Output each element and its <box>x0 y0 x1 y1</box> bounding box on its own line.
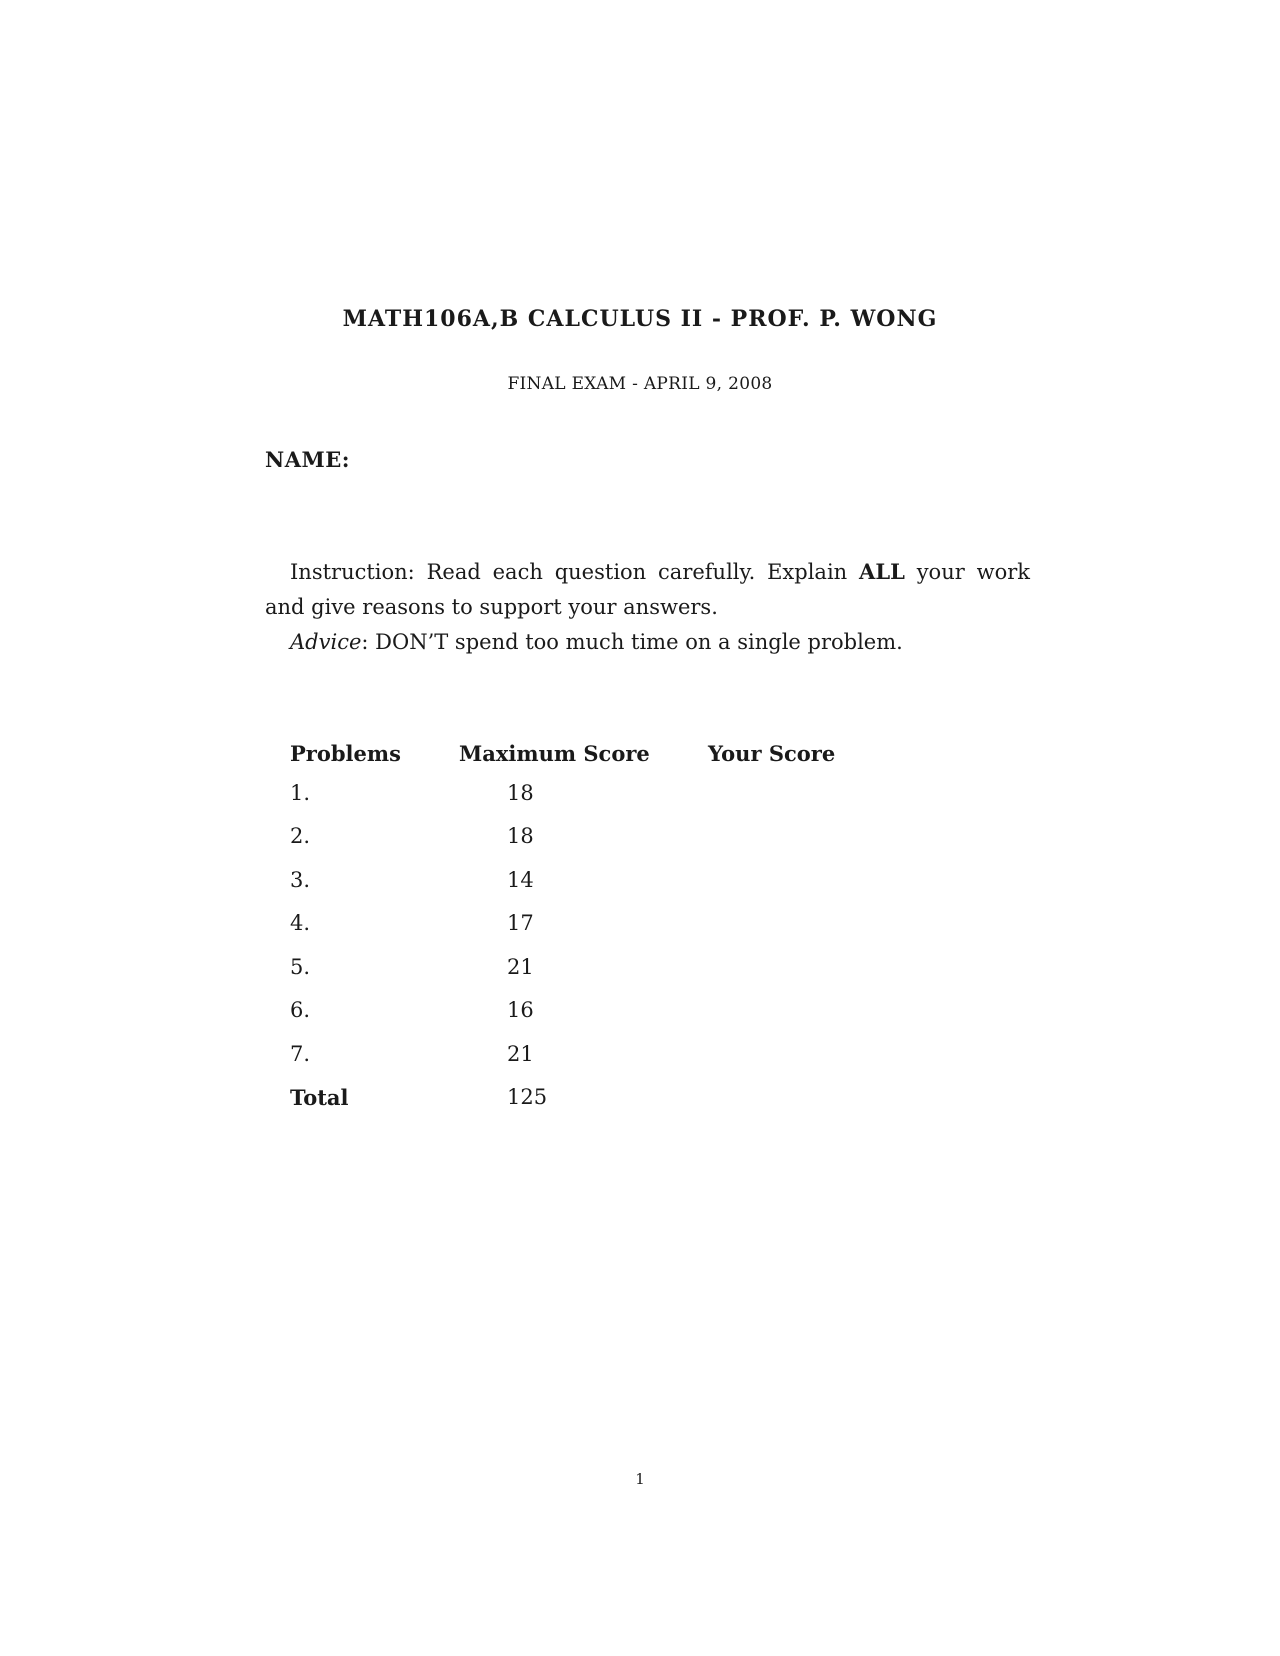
advice-label: Advice <box>290 630 362 654</box>
instructions-block <box>265 554 1030 660</box>
page-title: MATH106A,B CALCULUS II - PROF. P. WONG <box>342 306 938 332</box>
advice-text: : DON’T spend too much time on a single problem. <box>361 630 903 654</box>
instruction-text-start: Instruction: Read each question carefully. Explain <box>290 560 860 584</box>
max-score: 18 <box>507 780 534 805</box>
header-problems: Problems <box>290 740 401 766</box>
problem-number: 4. <box>290 911 311 936</box>
table-row <box>290 945 868 989</box>
instruction-text-end: your work and give reasons to support your answers. <box>265 560 1030 619</box>
table-row <box>290 989 868 1033</box>
your-score-cell <box>708 945 868 989</box>
total-max-score: 125 <box>507 1085 548 1110</box>
max-score: 17 <box>507 911 534 936</box>
header-max-score: Maximum Score <box>459 740 650 766</box>
instruction-emphasis: ALL <box>859 559 905 584</box>
page-number: 1 <box>635 1470 645 1488</box>
your-score-cell <box>708 1032 868 1076</box>
problem-number: 1. <box>290 780 311 805</box>
table-row <box>290 902 868 946</box>
score-table <box>290 735 868 1119</box>
total-label: Total <box>290 1084 349 1110</box>
problem-number: 3. <box>290 867 311 892</box>
your-score-cell <box>708 989 868 1033</box>
table-row <box>290 815 868 859</box>
problem-number: 7. <box>290 1041 311 1066</box>
your-score-cell <box>708 902 868 946</box>
header-your-score: Your Score <box>708 740 836 766</box>
problem-number: 2. <box>290 824 311 849</box>
max-score: 21 <box>507 954 534 979</box>
table-row <box>290 771 868 815</box>
name-label: NAME: <box>265 447 350 472</box>
advice-paragraph <box>265 625 1030 660</box>
total-row <box>290 1076 868 1120</box>
instruction-paragraph <box>265 554 1030 625</box>
table-row <box>290 858 868 902</box>
max-score: 18 <box>507 824 534 849</box>
table-row <box>290 1032 868 1076</box>
max-score: 21 <box>507 1041 534 1066</box>
exam-subtitle: FINAL EXAM - APRIL 9, 2008 <box>507 374 773 394</box>
total-your-score-cell <box>708 1076 868 1120</box>
your-score-cell <box>708 815 868 859</box>
your-score-cell <box>708 858 868 902</box>
your-score-cell <box>708 771 868 815</box>
problem-number: 5. <box>290 954 311 979</box>
max-score: 14 <box>507 867 534 892</box>
table-header-row <box>290 735 868 771</box>
problem-number: 6. <box>290 998 311 1023</box>
max-score: 16 <box>507 998 534 1023</box>
